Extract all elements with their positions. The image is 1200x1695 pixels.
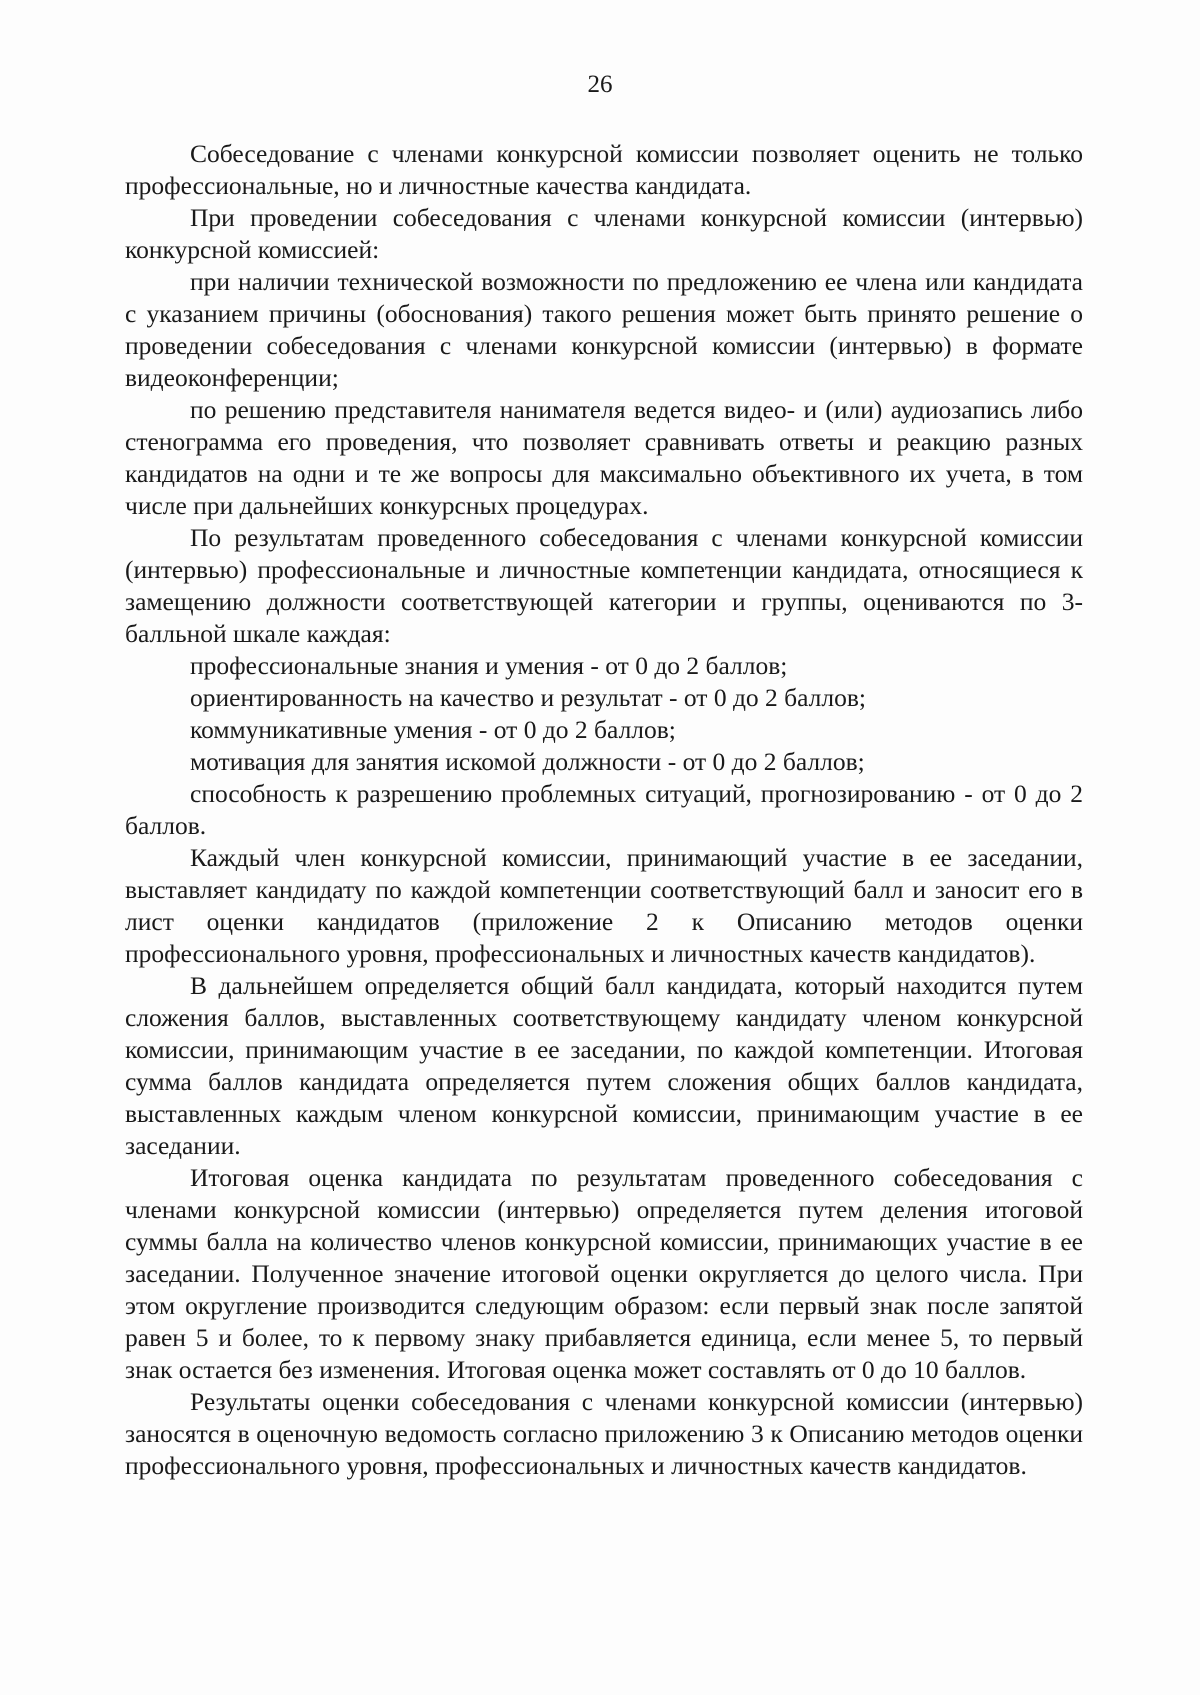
paragraph-6: Каждый член конкурсной комиссии, принимающий участие в ее заседании, выставляет кандидату по каждой компетенции соответствующий балл и заносит его в лист оценки кандидатов (приложение 2 к Описанию методов оценки профессионального уровня, профессиональных и личностных качеств кандидатов). [125,843,1083,968]
page-number: 26 [587,71,613,98]
paragraph-4: по решению представителя нанимателя ведется видео- и (или) аудиозапись либо стенограмма его проведения, что позволяет сравнивать ответы и реакцию разных кандидатов на одни и те же вопросы для максимально объективного их учета, в том числе при дальнейших конкурсных процедурах. [125,395,1083,520]
paragraph-5: По результатам проведенного собеседования с членами конкурсной комиссии (интервью) профессиональные и личностные компетенции кандидата, относящиеся к замещению должности соответствующей категории и группы, оцениваются по 3-балльной шкале каждая: [125,523,1083,648]
criterion-2: ориентированность на качество и результат - от 0 до 2 баллов; [190,683,867,712]
criterion-4: мотивация для занятия искомой должности - от 0 до 2 баллов; [190,747,865,776]
criterion-5: способность к разрешению проблемных ситуаций, прогнозированию - от 0 до 2 баллов. [125,779,1083,840]
paragraph-7: В дальнейшем определяется общий балл кандидата, который находится путем сложения баллов, выставленных соответствующему кандидату членом конкурсной комиссии, принимающим участие в ее заседании, по каждой компетенции. Итоговая сумма баллов кандидата определяется путем сложения общих баллов кандидата, выставленных каждым членом конкурсной комиссии, принимающим участие в ее заседании. [125,971,1083,1160]
paragraph-3: при наличии технической возможности по предложению ее члена или кандидата с указанием причины (обоснования) такого решения может быть принято решение о проведении собеседования с членами конкурсной комиссии (интервью) в формате видеоконференции; [125,267,1083,392]
paragraph-1: Собеседование с членами конкурсной комиссии позволяет оценить не только профессиональные, но и личностные качества кандидата. [125,139,1083,200]
criterion-1: профессиональные знания и умения - от 0 до 2 баллов; [190,651,788,680]
paragraph-8: Итоговая оценка кандидата по результатам проведенного собеседования с членами конкурсной комиссии (интервью) определяется путем деления итоговой суммы балла на количество членов конкурсной комиссии, принимающих участие в ее заседании. Полученное значение итоговой оценки округляется до целого числа. При этом округление производится следующим образом: если первый знак после запятой равен 5 и более, то к первому знаку прибавляется единица, если менее 5, то первый знак остается без изменения. Итоговая оценка может составлять от 0 до 10 баллов. [125,1163,1083,1384]
paragraph-2: При проведении собеседования с членами конкурсной комиссии (интервью) конкурсной комиссией: [125,203,1083,264]
paragraph-9: Результаты оценки собеседования с членами конкурсной комиссии (интервью) заносятся в оценочную ведомость согласно приложению 3 к Описанию методов оценки профессионального уровня, профессиональных и личностных качеств кандидатов. [125,1387,1083,1480]
document-body [125,138,1083,1482]
criterion-3: коммуникативные умения - от 0 до 2 баллов; [190,715,676,744]
